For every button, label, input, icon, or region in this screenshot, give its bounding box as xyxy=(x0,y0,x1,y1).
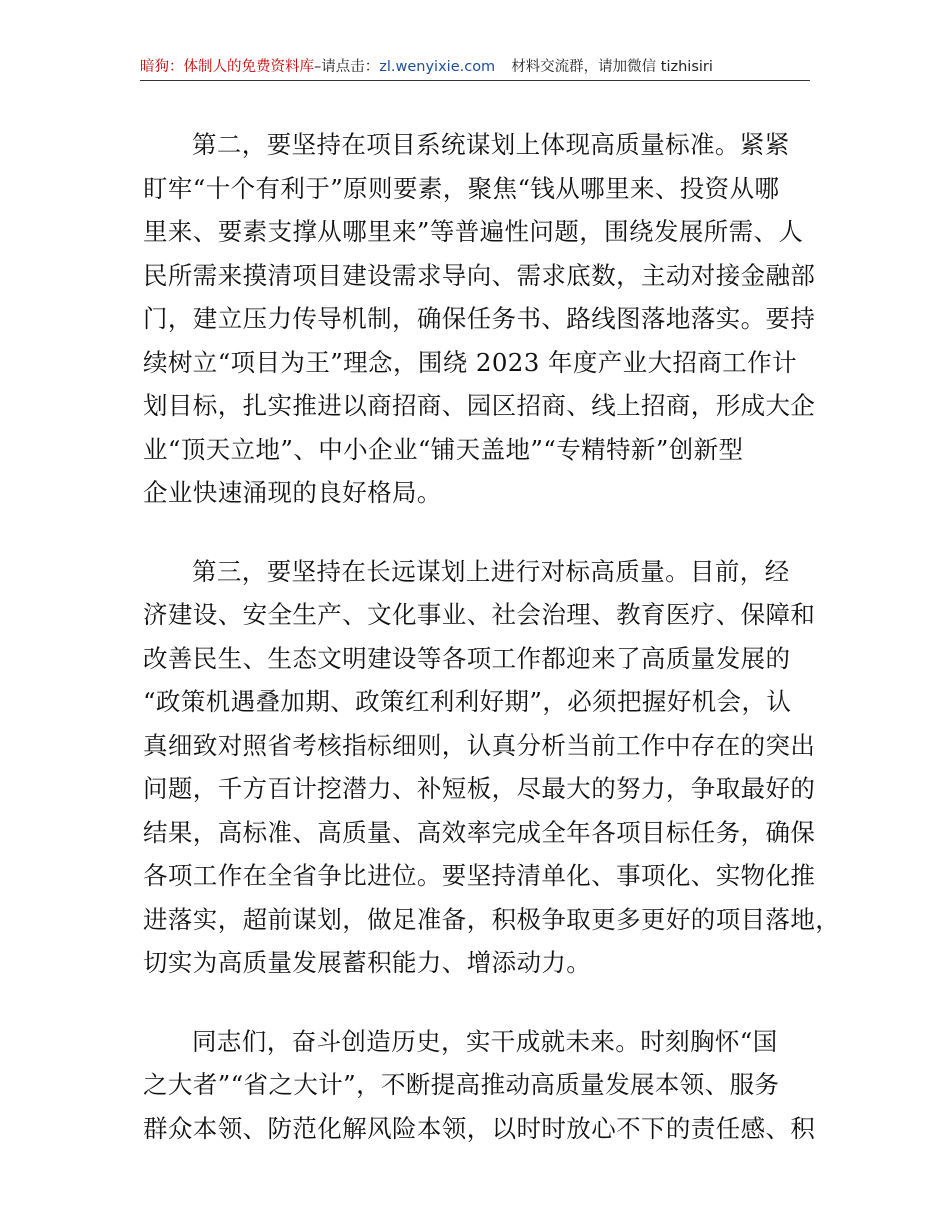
text-line: 门，建立压力传导机制，确保任务书、路线图落地落实。要持 xyxy=(143,304,816,333)
paragraph-spacer xyxy=(143,985,823,1020)
header-prompt: –请点击： xyxy=(314,59,380,75)
header-url-link[interactable]: zl.wenyixie.com xyxy=(379,59,496,75)
text-line: 之大者”“省之大计”，不断提高推动高质量发展本领、服务 xyxy=(143,1070,780,1099)
text-line: 第二，要坚持在项目系统谋划上体现高质量标准。紧紧 xyxy=(192,130,790,159)
text-line: 划目标，扎实推进以商招商、园区招商、线上招商，形成大企 xyxy=(143,391,816,420)
text-line: 问题，千方百计挖潜力、补短板，尽最大的努力，争取最好的 xyxy=(143,774,816,803)
page-header xyxy=(140,56,810,81)
text-line: 切实为高质量发展蓄积能力、增添动力。 xyxy=(143,948,592,977)
text-line: 群众本领、防范化解风险本领，以时时放心不下的责任感、积 xyxy=(143,1113,816,1143)
text-line: 各项工作在全省争比进位。要坚持清单化、事项化、实物化推 xyxy=(143,861,816,890)
header-note: 材料交流群，请加微信 tizhisiri xyxy=(511,59,713,75)
text-line: 结果，高标准、高质量、高效率完成全年各项目标任务，确保 xyxy=(143,817,816,847)
document-body xyxy=(143,123,841,1150)
text-line: 改善民生、生态文明建设等各项工作都迎来了高质量发展的 xyxy=(143,643,791,673)
text-line: 续树立“项目为王”理念，围绕 2023 年度产业大招商工作计 xyxy=(143,347,797,377)
header-brand: 暗狗：体制人的免费资料库 xyxy=(140,59,314,75)
text-line: 第三，要坚持在长远谋划上进行对标高质量。目前，经 xyxy=(192,556,790,586)
text-line: 企业快速涌现的良好格局。 xyxy=(143,478,442,507)
paragraph-3 xyxy=(143,550,841,985)
text-line: 盯牢“十个有利于”原则要素，聚焦“钱从哪里来、投资从哪 xyxy=(143,173,780,203)
text-line: 同志们，奋斗创造历史，实干成就未来。时刻胸怀“国 xyxy=(192,1026,778,1056)
paragraph-2 xyxy=(143,123,823,515)
text-line: 进落实，超前谋划，做足准备，积极争取更多更好的项目落地， xyxy=(143,904,841,934)
text-line: 民所需来摸清项目建设需求导向、需求底数，主动对接金融部 xyxy=(143,260,816,290)
text-line: 业“顶天立地”、中小企业“铺天盖地”“专精特新”创新型 xyxy=(143,434,744,464)
text-line: 真细致对照省考核指标细则，认真分析当前工作中存在的突出 xyxy=(143,730,816,760)
paragraph-closing xyxy=(143,1020,823,1151)
paragraph-spacer xyxy=(143,515,823,550)
text-line: 济建设、安全生产、文化事业、社会治理、教育医疗、保障和 xyxy=(143,600,816,629)
text-line: 里来、要素支撑从哪里来”等普遍性问题，围绕发展所需、人 xyxy=(143,217,804,246)
text-line: “政策机遇叠加期、政策红利利好期”，必须把握好机会，认 xyxy=(143,687,792,716)
